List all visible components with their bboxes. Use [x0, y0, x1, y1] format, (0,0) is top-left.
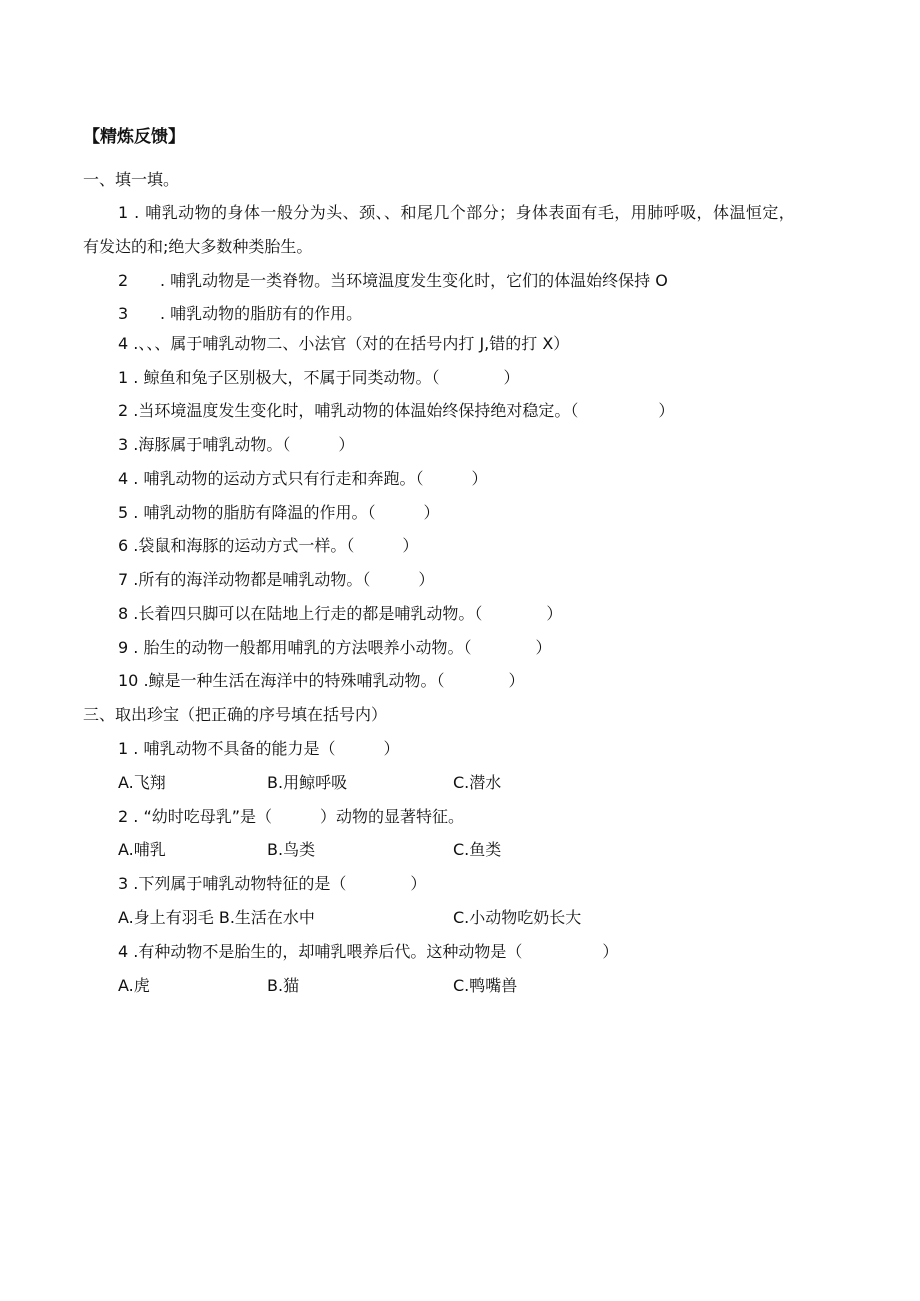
judge-item: 10 .鲸是一种生活在海洋中的特殊哺乳动物。（ ）	[118, 671, 525, 690]
judge-item: 2 .当环境温度发生变化时，哺乳动物的体温始终保持绝对稳定。（ ）	[118, 401, 675, 420]
judge-item: 4 . 哺乳动物的运动方式只有行走和奔跑。（ ）	[118, 469, 488, 488]
judge-item: 5 . 哺乳动物的脂肪有降温的作用。（ ）	[118, 503, 440, 522]
judge-item: 6 .袋鼠和海豚的运动方式一样。（ ）	[118, 536, 419, 555]
question-1-line-1: 1 . 哺乳动物的身体一般分为头、颈、、和尾几个部分；身体表面有毛，用肺呼吸，体温恒定，	[118, 203, 796, 222]
choice-option-a: A.哺乳	[118, 840, 166, 859]
judge-item: 8 .长着四只脚可以在陆地上行走的都是哺乳动物。（ ）	[118, 604, 563, 623]
choice-question-text: 3 .下列属于哺乳动物特征的是（ ）	[118, 874, 427, 893]
choice-option-b: B.用鲸呼吸	[267, 773, 348, 792]
choice-option-b: B.猫	[267, 976, 300, 995]
question-2-text: . 哺乳动物是一类脊物。当环境温度发生变化时，它们的体温始终保持 O	[160, 271, 668, 290]
choice-option-b: B.鸟类	[267, 840, 316, 859]
judge-item: 9 . 胎生的动物一般都用哺乳的方法喂养小动物。（ ）	[118, 638, 552, 657]
choice-option-c: C.小动物吃奶长大	[453, 908, 582, 927]
choice-option-c: C.潜水	[453, 773, 502, 792]
question-3-number: 3	[118, 304, 129, 323]
section-1-heading: 一、填一填。	[83, 170, 180, 189]
question-2	[118, 270, 668, 292]
question-3	[118, 303, 362, 325]
question-3-text: . 哺乳动物的脂肪有的作用。	[160, 304, 363, 323]
judge-item: 3 .海豚属于哺乳动物。（ ）	[118, 435, 355, 454]
judge-item: 1 . 鲸鱼和兔子区别极大，不属于同类动物。（ ）	[118, 368, 520, 387]
choice-option-a: A.虎	[118, 976, 150, 995]
question-4: 4 .、、、属于哺乳动物二、小法官（对的在括号内打 J,错的打 X）	[118, 334, 570, 353]
choice-option-c: C.鱼类	[453, 840, 502, 859]
section-3-heading: 三、取出珍宝（把正确的序号填在括号内）	[83, 705, 388, 724]
question-1-line-2: 有发达的和;绝大多数种类胎生。	[83, 237, 313, 256]
choice-question-text: 4 .有种动物不是胎生的，却哺乳喂养后代。这种动物是（ ）	[118, 942, 619, 961]
choice-question-text: 1 . 哺乳动物不具备的能力是（ ）	[118, 739, 400, 758]
choice-option-c: C.鸭嘴兽	[453, 976, 518, 995]
question-2-number: 2	[118, 271, 129, 290]
page-title: 【精炼反馈】	[83, 127, 185, 147]
judge-item: 7 .所有的海洋动物都是哺乳动物。（ ）	[118, 570, 435, 589]
choice-option-a: A.飞翔	[118, 773, 166, 792]
choice-option-a: A.身上有羽毛 B.生活在水中	[118, 908, 315, 927]
choice-question-text: 2 . “幼时吃母乳”是（ ）动物的显著特征。	[118, 807, 465, 826]
